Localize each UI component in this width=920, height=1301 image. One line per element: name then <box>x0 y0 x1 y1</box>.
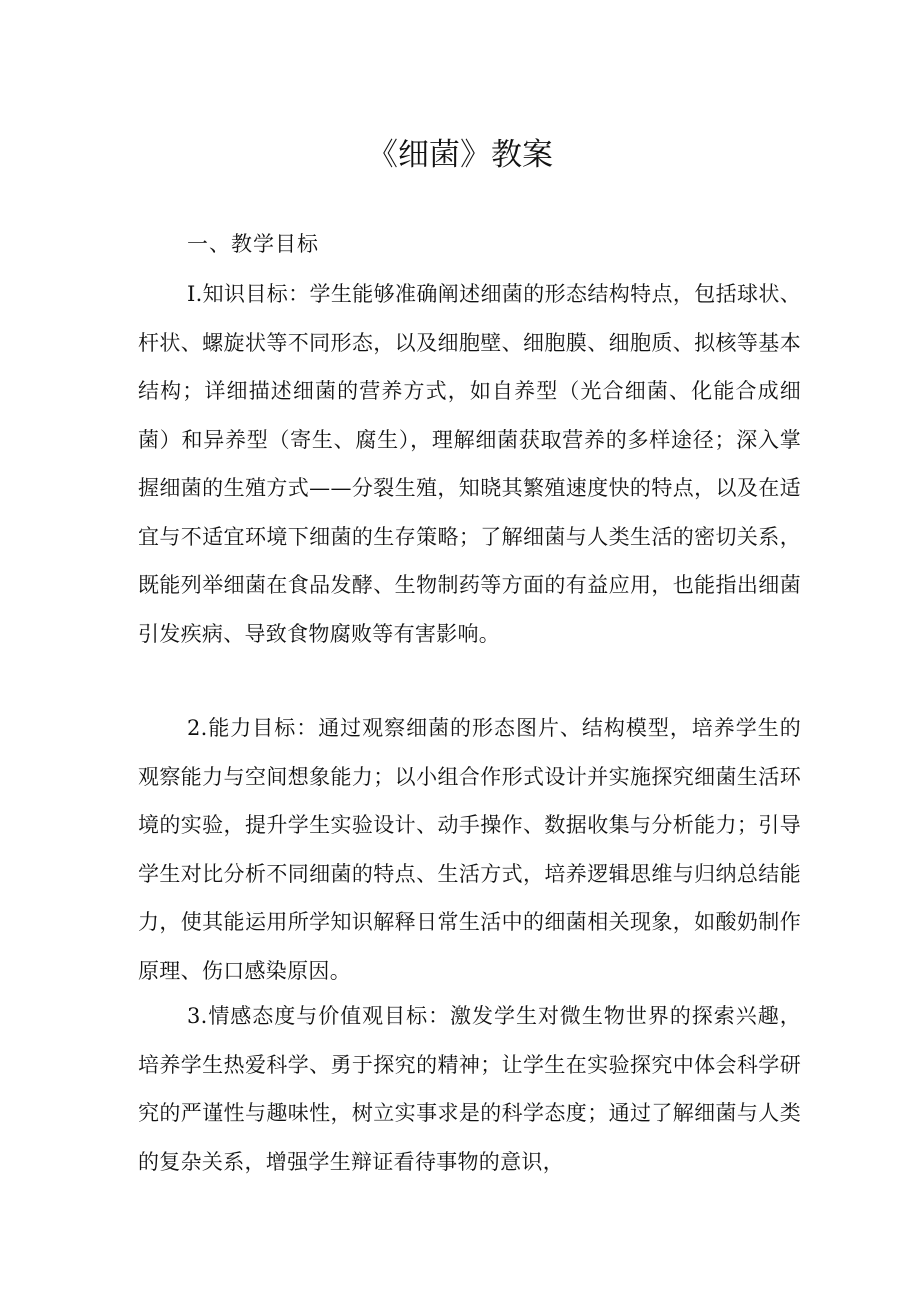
paragraph-knowledge-objective <box>138 270 801 658</box>
section-heading-teaching-objectives: 一、教学目标 <box>187 232 319 256</box>
paragraph-text: 3.情感态度与价值观目标：激发学生对微生物世界的探索兴趣，培养学生热爱科学、勇于探究的精神；让学生在实验探究中体会科学研究的严谨性与趣味性，树立实事求是的科学态度；通过了解细菌与人类的复杂关系，增强学生辩证看待事物的意识， <box>138 1004 801 1174</box>
paragraph-attitude-objective <box>138 992 801 1186</box>
paragraph-text: 2.能力目标：通过观察细菌的形态图片、结构模型，培养学生的观察能力与空间想象能力；以小组合作形式设计并实施探究细菌生活环境的实验，提升学生实验设计、动手操作、数据收集与分析能力；引导学生对比分析不同细菌的特点、生活方式，培养逻辑思维与归纳总结能力，使其能运用所学知识解释日常生活中的细菌相关现象，如酸奶制作原理、伤口感染原因。 <box>138 716 801 983</box>
document-title: 《细菌》教案 <box>367 137 553 173</box>
paragraph-text: I.知识目标：学生能够准确阐述细菌的形态结构特点，包括球状、杆状、螺旋状等不同形态，以及细胞壁、细胞膜、细胞质、拟核等基本结构；详细描述细菌的营养方式，如自养型（光合细菌、化能合成细菌）和异养型（寄生、腐生），理解细菌获取营养的多样途径；深入掌握细菌的生殖方式——分裂生殖，知晓其繁殖速度快的特点，以及在适宜与不适宜环境下细菌的生存策略；了解细菌与人类生活的密切关系，既能列举细菌在食品发酵、生物制药等方面的有益应用，也能指出细菌引发疾病、导致食物腐败等有害影响。 <box>138 282 801 646</box>
paragraph-ability-objective <box>138 704 801 995</box>
